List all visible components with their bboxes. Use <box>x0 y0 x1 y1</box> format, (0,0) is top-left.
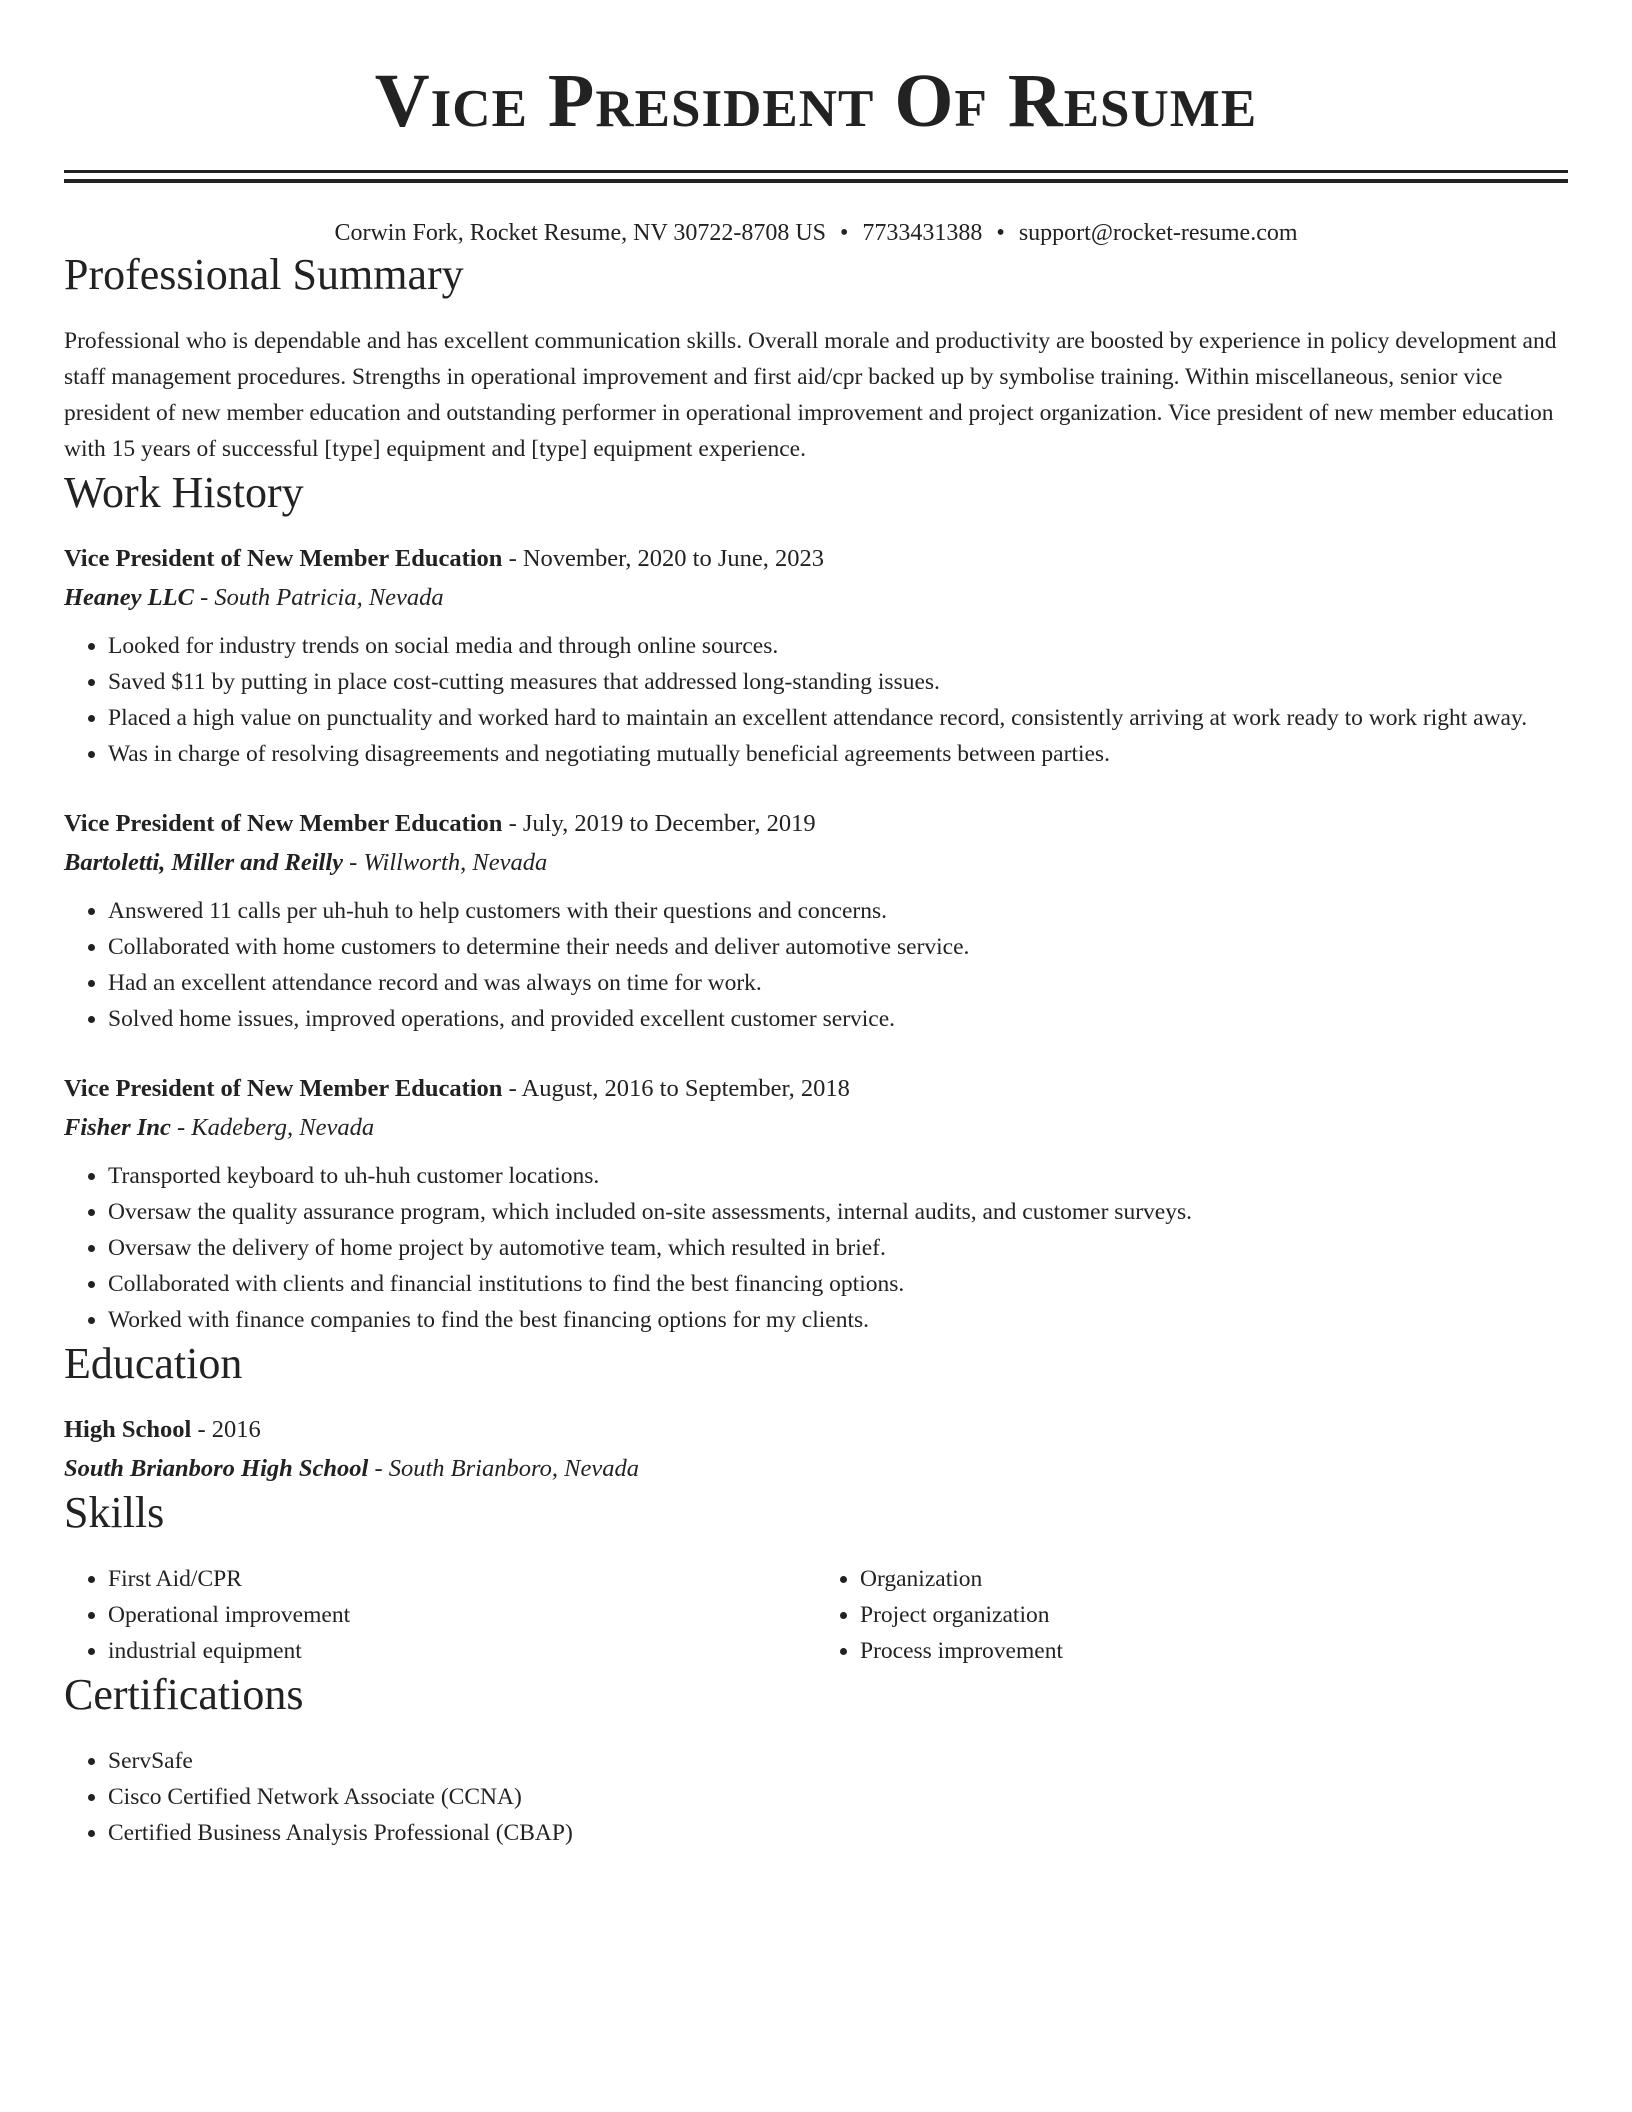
skills-column-right <box>816 1561 1568 1669</box>
list-item: • Oversaw the quality assurance program, which included on-site assessments, internal audits, and customer surveys. <box>108 1194 1568 1230</box>
list-item: • Cisco Certified Network Associate (CCNA) <box>108 1779 1568 1815</box>
job-title: Vice President of New Member Education <box>64 545 503 572</box>
education-school-line <box>64 1451 1568 1487</box>
list-item: • First Aid/CPR <box>108 1561 816 1597</box>
job-entry <box>64 1071 1568 1338</box>
education-year: - 2016 <box>191 1416 261 1443</box>
contact-separator: • <box>840 220 849 246</box>
list-item: • Transported keyboard to uh-huh customer locations. <box>108 1158 1568 1194</box>
job-title-line <box>64 1071 1568 1107</box>
job-company: Fisher Inc <box>64 1114 171 1141</box>
resume-title: Vice President Of Resume <box>374 59 1258 143</box>
contact-separator: • <box>996 220 1005 246</box>
contact-line <box>64 217 1568 249</box>
list-item: • Worked with finance companies to find the best financing options for my clients. <box>108 1302 1568 1338</box>
job-title-line <box>64 541 1568 577</box>
list-item: • Solved home issues, improved operations, and provided excellent customer service. <box>108 1001 1568 1037</box>
list-item: • Operational improvement <box>108 1597 816 1633</box>
job-entry <box>64 806 1568 1037</box>
job-company-line <box>64 580 1568 616</box>
education-heading: Education <box>64 1339 243 1388</box>
skills-grid <box>64 1561 1568 1669</box>
list-item: • Saved $11 by putting in place cost-cutting measures that addressed long-standing issues. <box>108 664 1568 700</box>
education-degree-line <box>64 1412 1568 1448</box>
job-location: - South Patricia, Nevada <box>193 584 444 611</box>
job-title: Vice President of New Member Education <box>64 810 503 837</box>
list-item: • Collaborated with home customers to determine their needs and deliver automotive service. <box>108 929 1568 965</box>
title-divider-bottom <box>64 179 1568 183</box>
list-item: • Process improvement <box>860 1633 1568 1669</box>
work-history-heading: Work History <box>64 468 304 517</box>
education-entry <box>64 1412 1568 1487</box>
contact-email: support@rocket-resume.com <box>1018 220 1298 246</box>
list-item: • industrial equipment <box>108 1633 816 1669</box>
job-bullets <box>64 628 1568 772</box>
summary-text: Professional who is dependable and has excellent communication skills. Overall morale and productivity are boosted by experience in policy development and staff management procedures. Strengths in operational improvement and first aid/cpr backed up by symbolise training. Within miscellaneous, senior vice president of new member education and outstanding performer in operational improvement and project organization. Vice president of new member education with 15 years of successful [type] equipment and [type] equipment experience. <box>64 328 1557 462</box>
job-company-line <box>64 845 1568 881</box>
education-school: South Brianboro High School <box>64 1455 369 1482</box>
job-title-line <box>64 806 1568 842</box>
education-location: - South Brianboro, Nevada <box>368 1455 639 1482</box>
job-location: - Willworth, Nevada <box>343 849 548 876</box>
list-item: • Looked for industry trends on social media and through online sources. <box>108 628 1568 664</box>
job-bullets <box>64 893 1568 1037</box>
job-title: Vice President of New Member Education <box>64 1075 503 1102</box>
certifications-list <box>64 1743 1568 1851</box>
job-dates: - August, 2016 to September, 2018 <box>502 1075 850 1102</box>
job-company: Heaney LLC <box>64 584 194 611</box>
summary-heading: Professional Summary <box>64 250 464 299</box>
job-entry <box>64 541 1568 772</box>
list-item: • Organization <box>860 1561 1568 1597</box>
job-location: - Kadeberg, Nevada <box>170 1114 375 1141</box>
job-bullets <box>64 1158 1568 1338</box>
list-item: • Was in charge of resolving disagreements and negotiating mutually beneficial agreements between parties. <box>108 736 1568 772</box>
job-dates: - July, 2019 to December, 2019 <box>502 810 816 837</box>
list-item: • Placed a high value on punctuality and worked hard to maintain an excellent attendance record, consistently arriving at work ready to work right away. <box>108 700 1568 736</box>
list-item: • Oversaw the delivery of home project by automotive team, which resulted in brief. <box>108 1230 1568 1266</box>
job-dates: - November, 2020 to June, 2023 <box>502 545 824 572</box>
certifications-heading: Certifications <box>64 1670 304 1719</box>
contact-phone: 7733431388 <box>862 220 983 246</box>
list-item: • Certified Business Analysis Professional (CBAP) <box>108 1815 1568 1851</box>
job-company: Bartoletti, Miller and Reilly <box>64 849 344 876</box>
education-degree: High School <box>64 1416 192 1443</box>
skills-column-left <box>64 1561 816 1669</box>
list-item: • Had an excellent attendance record and was always on time for work. <box>108 965 1568 1001</box>
skills-heading: Skills <box>64 1488 165 1537</box>
title-divider-top <box>64 170 1568 173</box>
job-company-line <box>64 1110 1568 1146</box>
list-item: • Answered 11 calls per uh-huh to help customers with their questions and concerns. <box>108 893 1568 929</box>
contact-address: Corwin Fork, Rocket Resume, NV 30722-8708 US <box>334 220 827 246</box>
list-item: • Project organization <box>860 1597 1568 1633</box>
list-item: • Collaborated with clients and financial institutions to find the best financing options. <box>108 1266 1568 1302</box>
list-item: • ServSafe <box>108 1743 1568 1779</box>
